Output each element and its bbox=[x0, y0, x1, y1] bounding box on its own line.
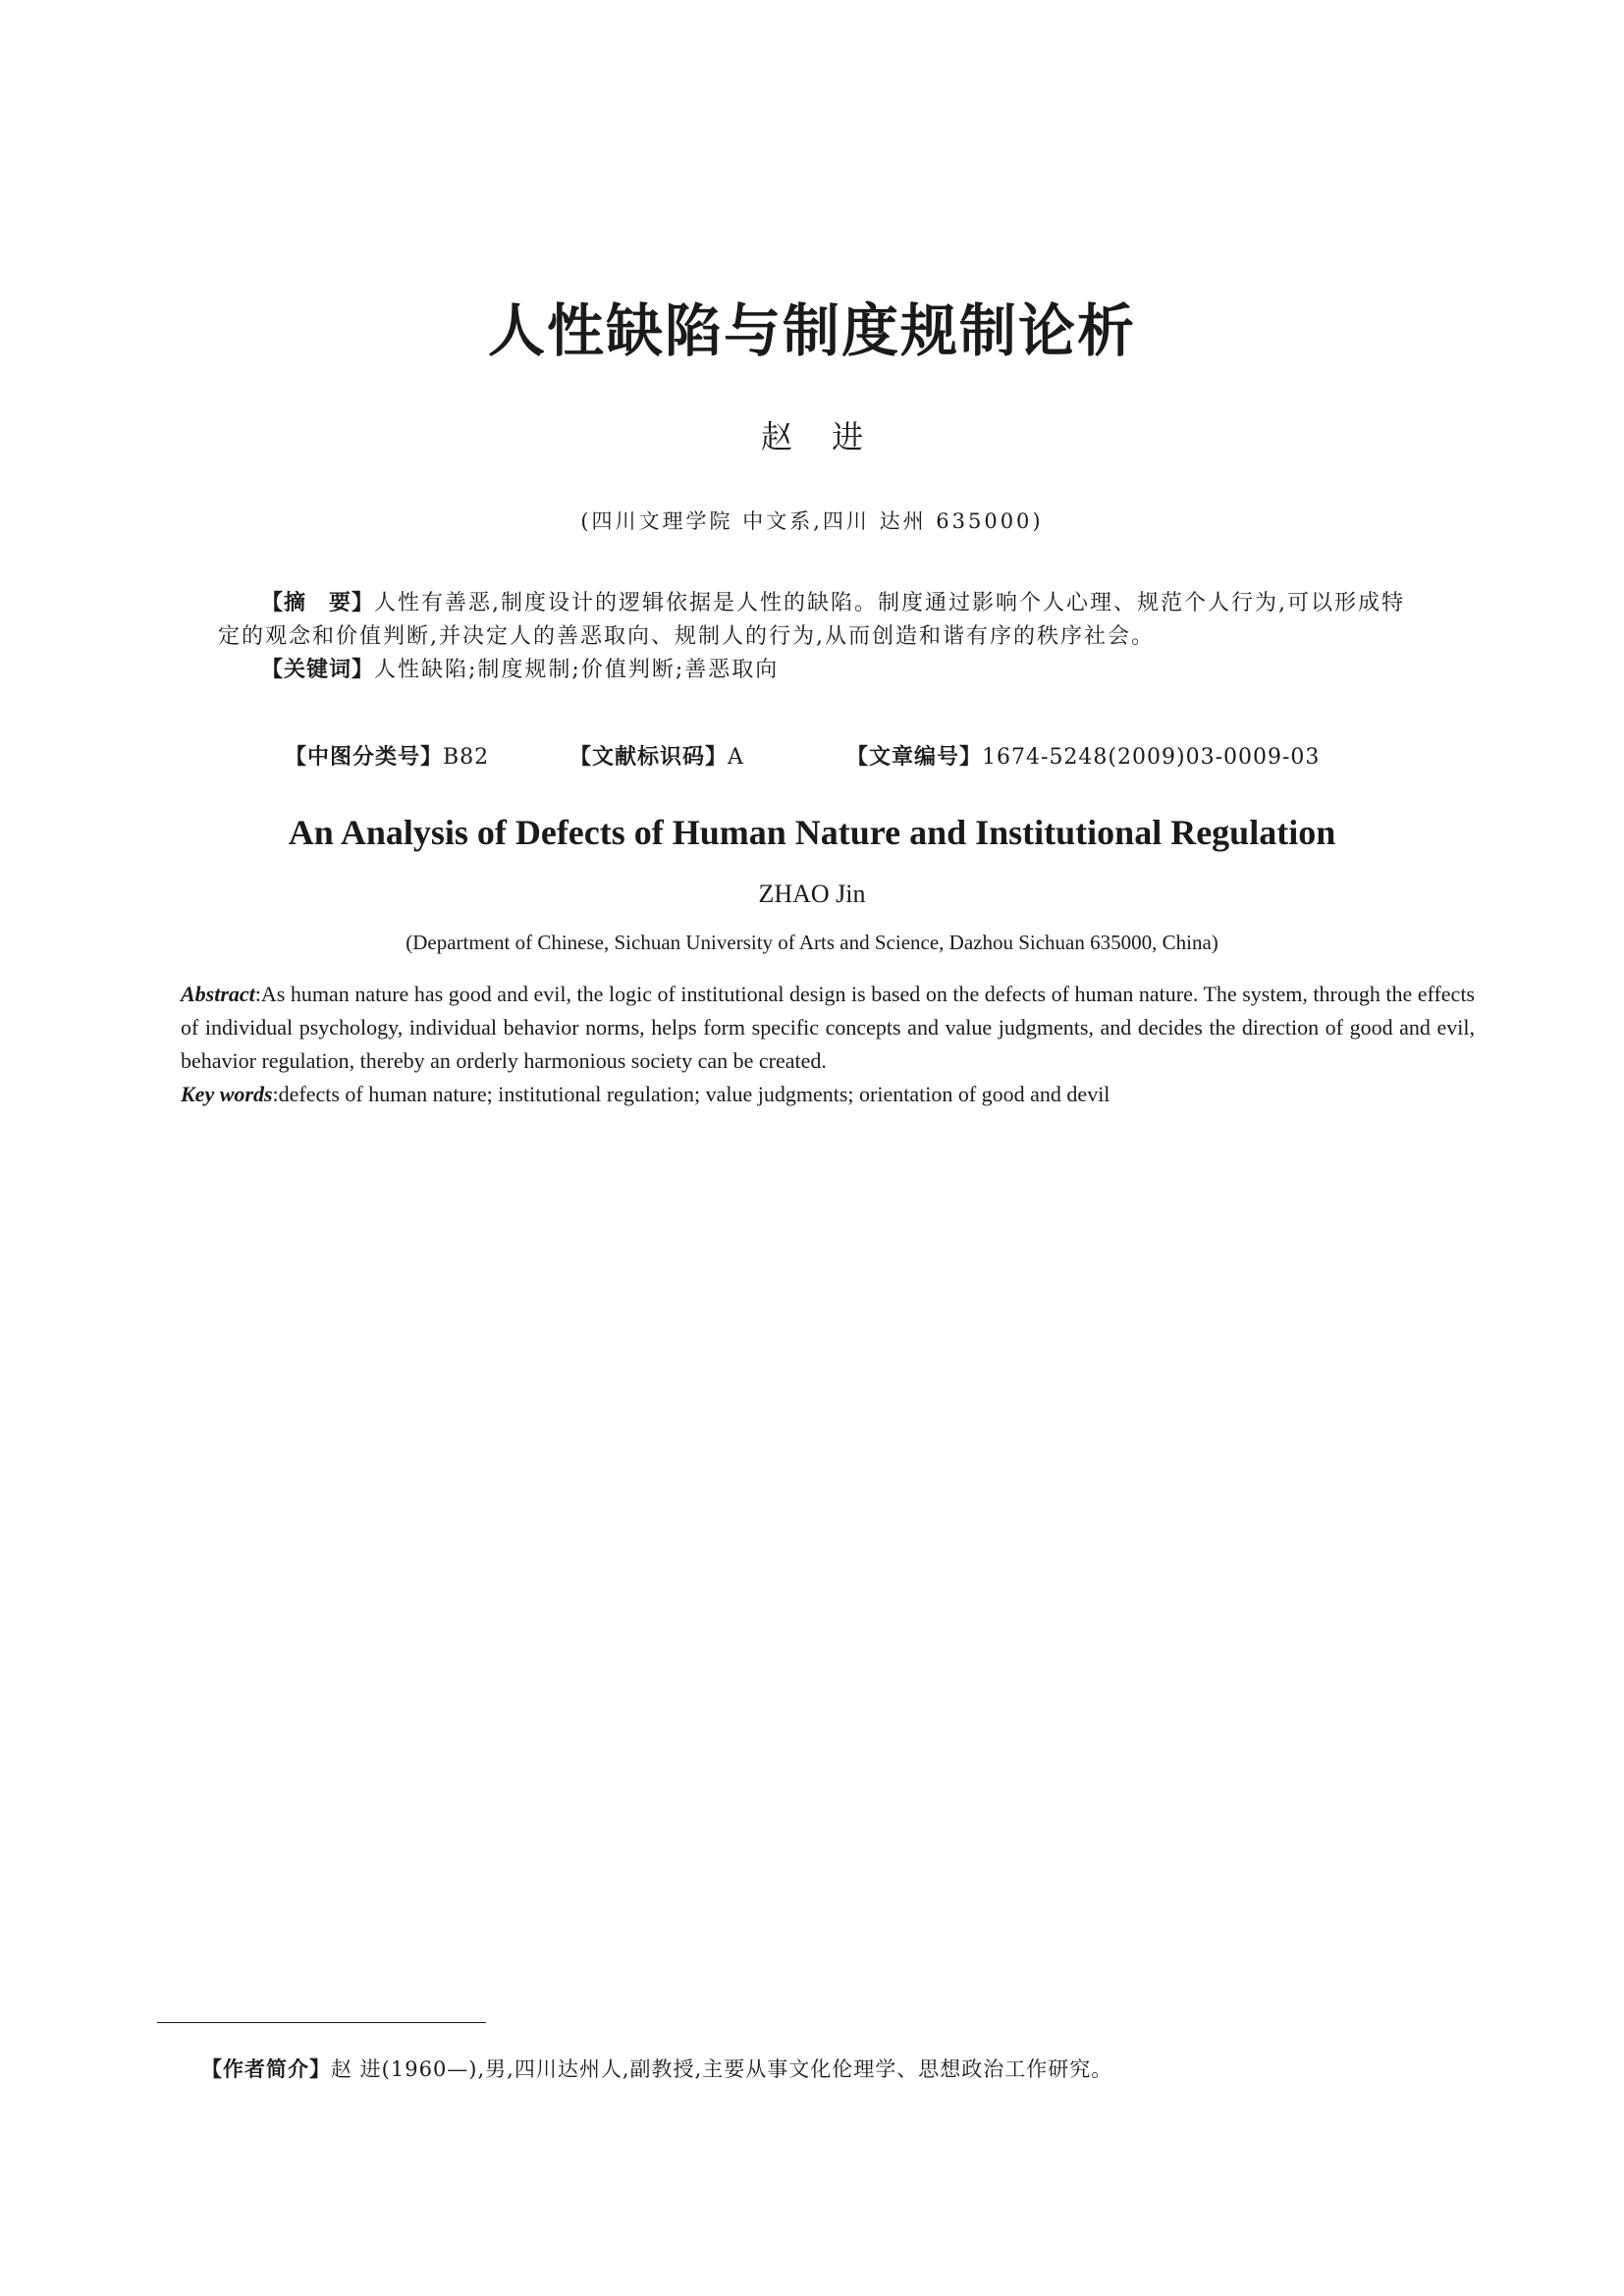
footnote-label: 【作者简介】 bbox=[201, 2057, 331, 2081]
article-number bbox=[846, 740, 1320, 771]
paper-title-en: An Analysis of Defects of Human Nature and Institutional Regulation bbox=[288, 813, 1336, 852]
article-number-value: 1674-5248(2009)03-0009-03 bbox=[982, 745, 1321, 770]
clc-number bbox=[285, 740, 489, 771]
footnote-text: 赵 进(1960—),男,四川达州人,副教授,主要从事文化伦理学、思想政治工作研究。 bbox=[331, 2057, 1113, 2081]
author-cn: 赵 进 bbox=[760, 418, 864, 455]
abstract-cn-text: 人性有善恶,制度设计的逻辑依据是人性的缺陷。制度通过影响个人心理、规范个人行为,可以形成特定的观念和价值判断,并决定人的善恶取向、规制人的行为,从而创造和谐有序的秩序社会。 bbox=[218, 591, 1406, 649]
keywords-en bbox=[181, 1078, 1475, 1111]
abstract-en-label: Abstract bbox=[181, 982, 255, 1006]
abstract-cn bbox=[218, 587, 1406, 654]
document-code bbox=[569, 740, 744, 771]
keywords-cn bbox=[218, 654, 1406, 687]
keywords-cn-text: 人性缺陷;制度规制;价值判断;善恶取向 bbox=[374, 658, 780, 682]
abstract-cn-label: 【摘 要】 bbox=[261, 591, 375, 615]
abstract-cn-block bbox=[218, 587, 1406, 687]
abstract-en-text: As human nature has good and evil, the logic of institutional design is based on the defects of human nature. The system, through the effects of individual psychology, individual behavior norms, helps form specific concepts and value judgments, and decides the direction of good and evil, behavior regulation, thereby an orderly harmonious society can be created. bbox=[181, 982, 1475, 1073]
abstract-en bbox=[181, 978, 1475, 1078]
paper-title-cn: 人性缺陷与制度规制论析 bbox=[487, 297, 1136, 364]
keywords-en-label: Key words bbox=[181, 1082, 273, 1106]
abstract-en-sep: : bbox=[254, 982, 261, 1006]
affiliation-en: (Department of Chinese, Sichuan University of Arts and Science, Dazhou Sichuan 635000, China) bbox=[406, 931, 1218, 954]
document-code-value: A bbox=[728, 745, 744, 770]
clc-label: 【中图分类号】 bbox=[285, 745, 444, 770]
author-en: ZHAO Jin bbox=[758, 880, 866, 908]
keywords-cn-label: 【关键词】 bbox=[261, 658, 375, 682]
clc-value: B82 bbox=[443, 745, 490, 770]
abstract-en-block bbox=[181, 978, 1475, 1111]
footnote-divider bbox=[157, 2022, 486, 2023]
keywords-en-text: defects of human nature; institutional regulation; value judgments; orientation of good and devil bbox=[278, 1082, 1110, 1106]
keywords-en-sep: : bbox=[272, 1082, 279, 1106]
article-number-label: 【文章编号】 bbox=[846, 745, 983, 770]
author-bio-footnote bbox=[201, 2054, 1429, 2083]
affiliation-cn: (四川文理学院 中文系,四川 达州 635000) bbox=[580, 509, 1044, 533]
document-code-label: 【文献标识码】 bbox=[569, 745, 729, 770]
